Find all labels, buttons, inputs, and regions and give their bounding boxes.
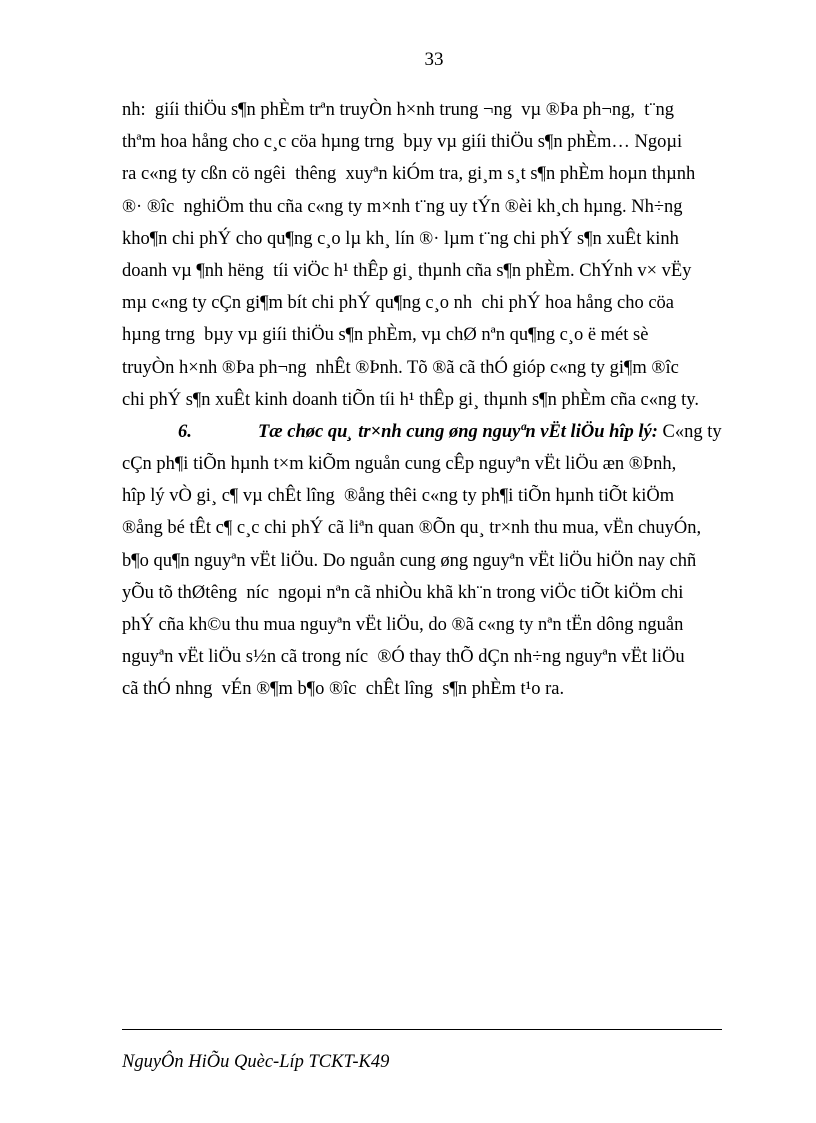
footer-divider	[122, 1029, 722, 1030]
paragraph-line: thªm hoa hång cho c¸c cöa hµng trng bµy vµ giíi thiÖu s¶n phÈm… Ngoµi	[122, 132, 683, 153]
section-first-line-text: C«ng ty	[657, 421, 722, 442]
paragraph-line: hµng trng bµy vµ giíi thiÖu s¶n phÈm, vµ chØ nªn qu¶ng c¸o ë mét sè	[122, 325, 649, 346]
section-title: Tæ chøc qu¸ tr×nh cung øng nguyªn vËt liÖu hîp lý:	[258, 421, 658, 442]
paragraph-line: nh: giíi thiÖu s¶n phÈm trªn truyÒn h×nh trung ¬ng vµ ®Þa ph¬ng, t¨ng	[122, 100, 675, 120]
page-number: 33	[424, 49, 444, 70]
paragraph-line: nguyªn vËt liÖu s½n cã trong níc ®Ó thay thÕ dÇn nh÷ng nguyªn vËt liÖu	[122, 647, 685, 668]
paragraph-line: ®· ®îc nghiÖm thu cña c«ng ty m×nh t¨ng uy tÝn ®èi kh¸ch hµng. Nh÷ng	[122, 196, 683, 217]
paragraph-line: kho¶n chi phÝ cho qu¶ng c¸o lµ kh¸ lín ®· lµm t¨ng chi phÝ s¶n xuÊt kinh	[122, 228, 679, 249]
paragraph-line: cã thÓ nhng vÉn ®¶m b¶o ®îc chÊt lîng s¶n phÈm t¹o ra.	[122, 679, 565, 700]
paragraph-line: ra c«ng ty cßn cö ngêi thêng xuyªn kiÓm tra, gi¸m s¸t s¶n phÈm hoµn thµnh	[122, 164, 696, 185]
paragraph-line: hîp lý vÒ gi¸ c¶ vµ chÊt lîng ®ång thêi c«ng ty ph¶i tiÕn hµnh tiÕt kiÖm	[122, 486, 675, 507]
paragraph-line: phÝ cña kh©u thu mua nguyªn vËt liÖu, do ®ã c«ng ty nªn tËn dông nguån	[122, 615, 684, 635]
section-number: 6.	[178, 421, 192, 442]
body-text	[122, 94, 726, 706]
paragraph-line: yÕu tõ thØtêng níc ngoµi nªn cã nhiÒu khã kh¨n trong viÖc tiÕt kiÖm chi	[122, 582, 684, 603]
footer-author: NguyÔn HiÕu Quèc-Líp TCKT-K49	[122, 1052, 390, 1072]
paragraph-line: truyÒn h×nh ®Þa ph¬ng nhÊt ®Þnh. Tõ ®ã cã thÓ gióp c«ng ty gi¶m ®îc	[122, 357, 679, 378]
paragraph-line: cÇn ph¶i tiÕn hµnh t×m kiÕm nguån cung cÊp nguyªn vËt liÖu æn ®Þnh,	[122, 454, 677, 475]
paragraph-line: ®ång bé tÊt c¶ c¸c chi phÝ cã liªn quan ®Õn qu¸ tr×nh thu mua, vËn chuyÓn,	[122, 518, 702, 539]
paragraph-line: doanh vµ ¶nh hëng tíi viÖc h¹ thÊp gi¸ thµnh cña s¶n phÈm. ChÝnh v× vËy	[122, 260, 692, 281]
paragraph-line: chi phÝ s¶n xuÊt kinh doanh tiÕn tíi h¹ thÊp gi¸ thµnh s¶n phÈm cña c«ng ty.	[122, 389, 699, 410]
paragraph-line: mµ c«ng ty cÇn gi¶m bít chi phÝ qu¶ng c¸o nh chi phÝ hoa hång cho cöa	[122, 293, 675, 314]
section-heading-line	[122, 416, 726, 448]
paragraph-line: b¶o qu¶n nguyªn vËt liÖu. Do nguån cung øng nguyªn vËt liÖu hiÖn nay chñ	[122, 550, 697, 571]
